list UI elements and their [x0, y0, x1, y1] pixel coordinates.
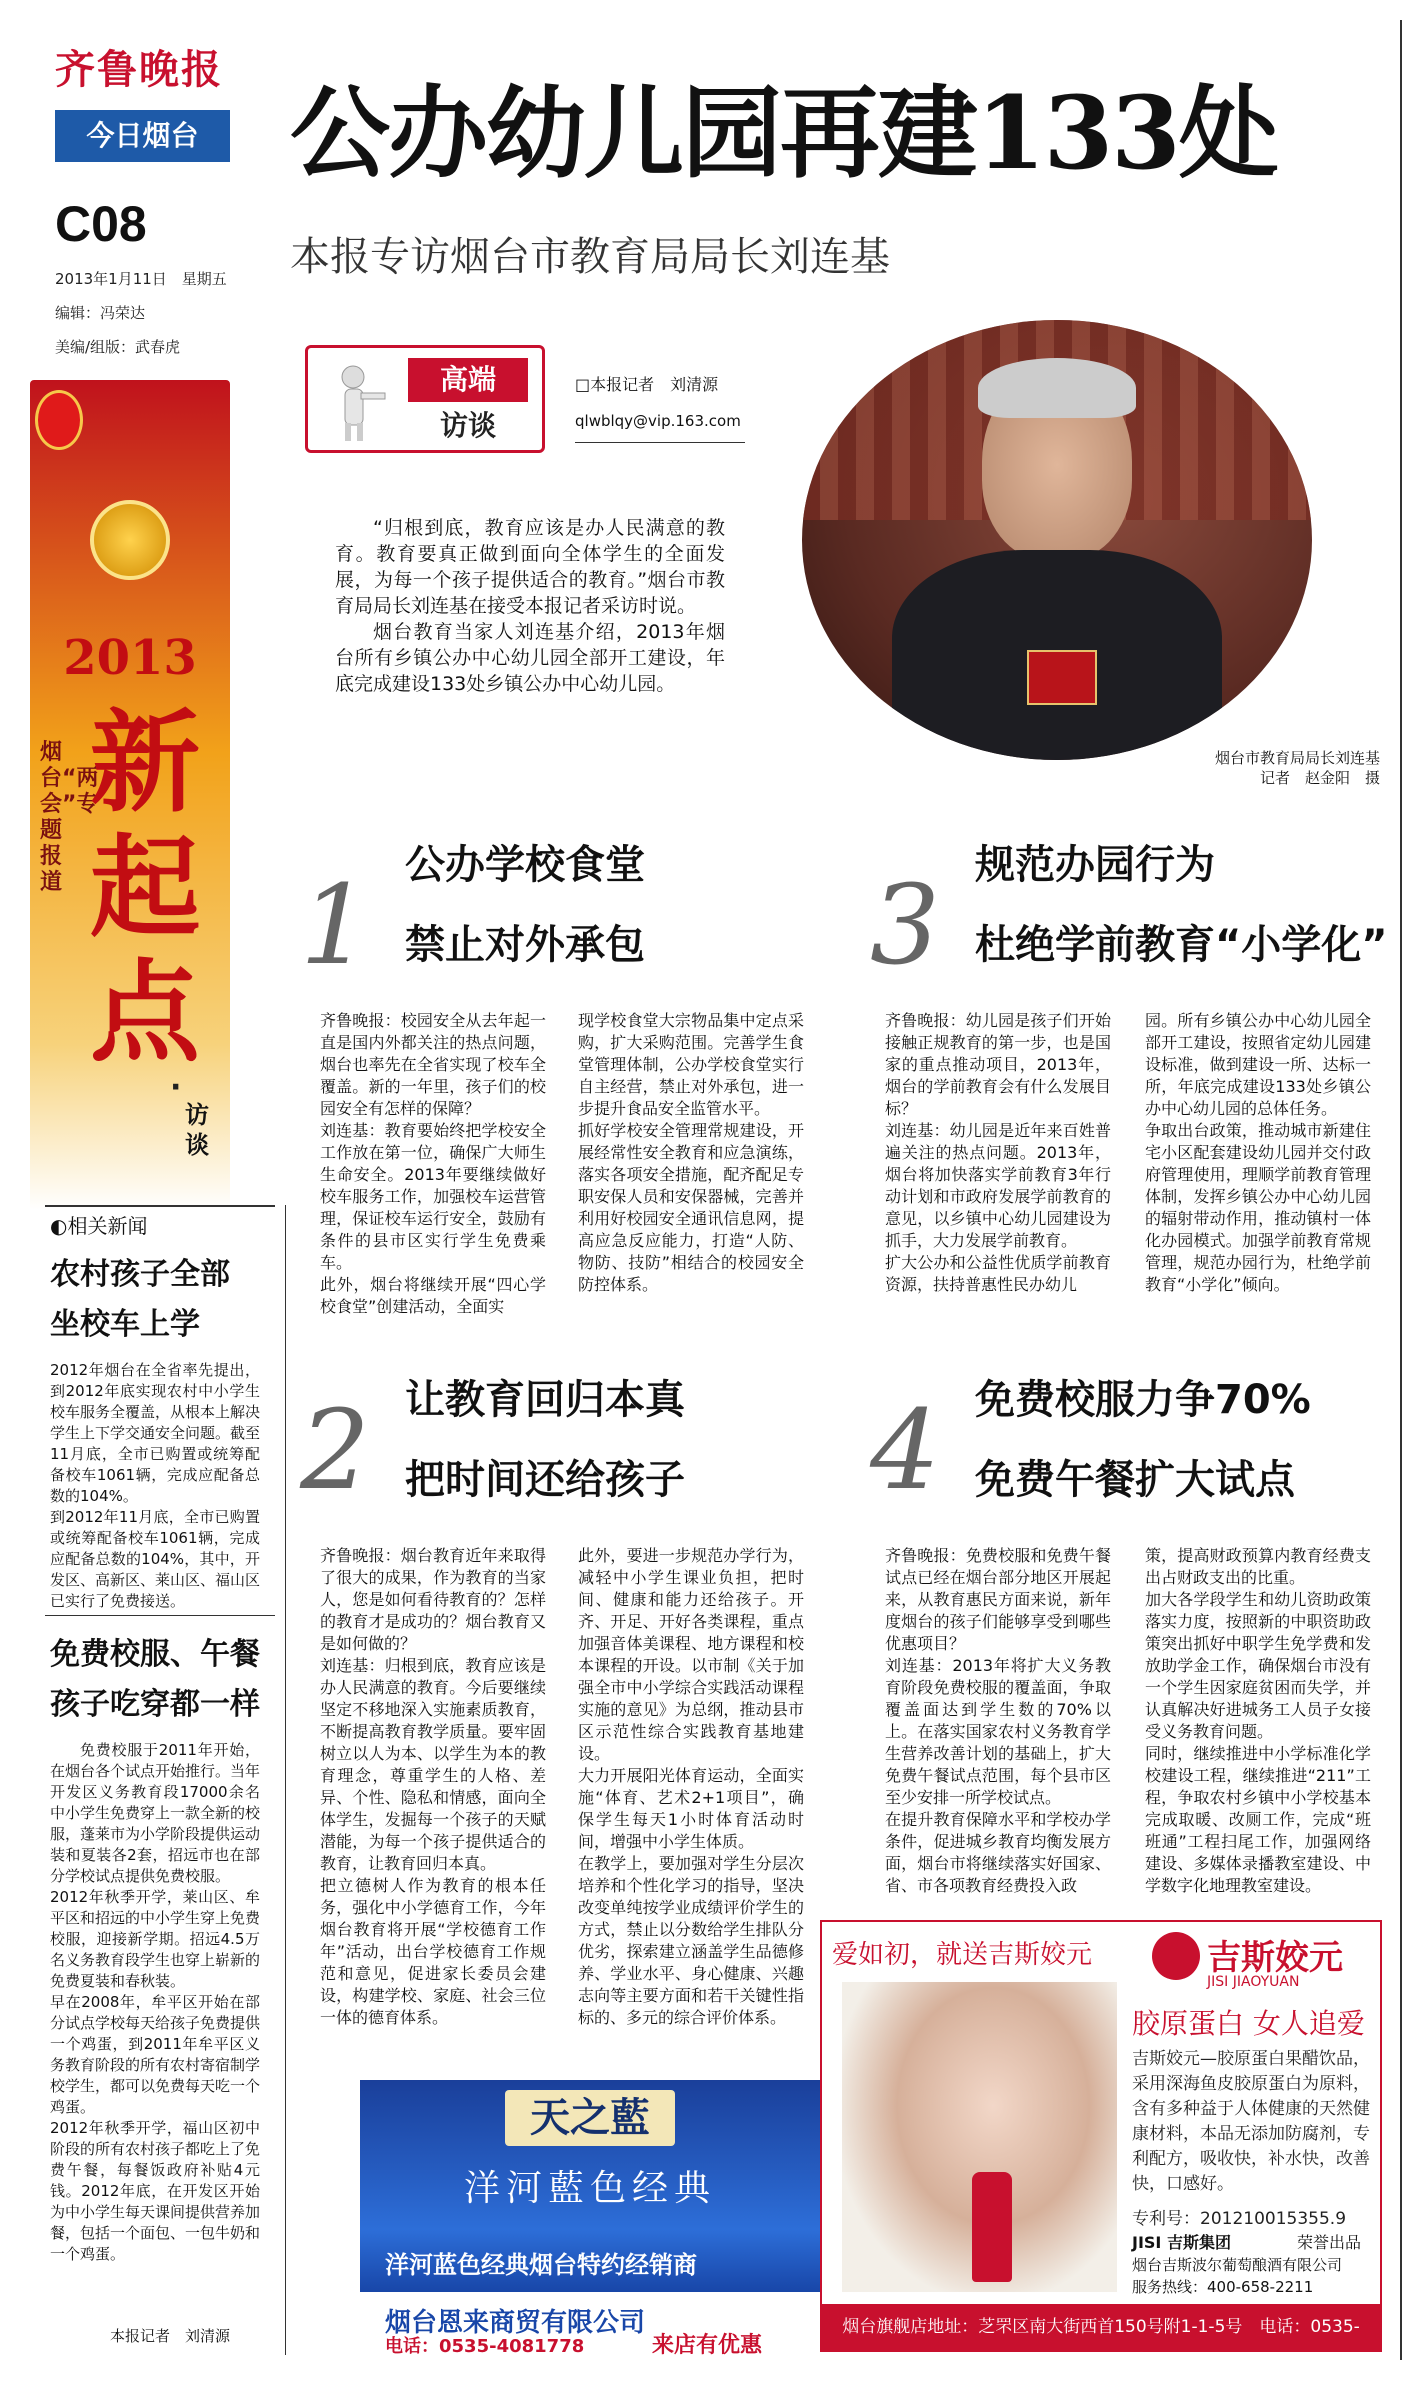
ad1-line: 洋河蓝色经典烟台特约经销商 [385, 2251, 697, 2279]
ad2-patent: 专利号：201210015355.9 [1132, 2209, 1347, 2229]
figure-icon [333, 363, 388, 443]
section-1-col1: 齐鲁晚报：校园安全从去年起一直是国内外都关注的热点问题，烟台也率先在全省实现了校车全覆盖。新的一年里，孩子们的校园安全有怎样的保障？ 刘连基：教育要始终把学校安全工作放在第一位，确保广大师生生命安全。2013年要继续做好校车服务工作，加强校车运营管理，保证校车运行安全，鼓励有条件的县市区实行学生免费乘车。 此外，烟台将继续开展“四心学校食堂”创建活动，全面实 [320, 1011, 546, 1316]
ad-jisi[interactable] [820, 1920, 1382, 2383]
section-3-head: 规范办园行为 杜绝学前教育“小学化” [975, 842, 1388, 968]
interview-badge [305, 345, 545, 453]
ad2-hotline: 服务热线：400-658-2211 [1132, 2278, 1314, 2296]
lantern-icon [35, 390, 83, 450]
banner-dot: · [170, 1070, 182, 1105]
badge-line1: 高端 [408, 358, 528, 402]
ad1-promo: 来店有优惠 [652, 2333, 763, 2358]
logo-icon [1152, 1932, 1200, 1980]
section-3-col2: 园。所有乡镇公办中心幼儿园全部开工建设，按照省定幼儿园建设标准，做到建设一所、达标一所，年底完成建设133处乡镇公办中心幼儿园的总体任务。 争取出台政策，推动城市新建住宅小区配套建设幼儿园并交付政府管理使用，理顺学前教育管理体制，发挥乡镇公办中心幼儿园的辐射带动作用，推动镇村一体化办园模式。加强学前教育常规管理，规范办园行为，杜绝学前教育“小学化”倾向。 [1145, 1011, 1371, 1294]
sidebar-body-1: 2012年烟台在全省率先提出，到2012年底实现农村中小学生校车服务全覆盖，从根本上解决学生上下学交通安全问题。截至11月底，全市已购置或统筹配备校车1061辆，完成应配备总数的104%。 到2012年11月底，全市已购置或统筹配备校车1061辆，完成应配备总数的104%，其中，开发区、高新区、莱山区、福山区已实行了免费接送。 [50, 1361, 261, 1610]
sidebar-byline: 本报记者 刘清源 [110, 2327, 231, 2345]
intro [335, 515, 725, 697]
designer: 美编/组版：武春虎 [55, 338, 181, 356]
section-1-number: 1 [300, 861, 370, 989]
sidebar-title-1: 农村孩子全部 坐校车上学 [50, 1257, 230, 1342]
hair [978, 358, 1136, 418]
ad1-company: 烟台恩来商贸有限公司 [385, 2308, 646, 2338]
email: qlwblqy@vip.163.com [575, 412, 741, 430]
intro-p1: “归根到底，教育应该是办人民满意的教育。教育要真正做到面向全体学生的全面发展，为每一个孩子提供适合的教育。”烟台市教育局局长刘连基在接受本报记者采访时说。 [335, 517, 725, 617]
sidebar-title-2: 免费校服、午餐 孩子吃穿都一样 [50, 1637, 260, 1722]
headline: 公办幼儿园再建133处 [290, 74, 1277, 192]
caption-line2: 记者 赵金阳 摄 [1259, 769, 1380, 787]
section-3-col1: 齐鲁晚报：幼儿园是孩子们开始接触正规教育的第一步，也是国家的重点推动项目，2013年，烟台的学前教育会有什么发展目标？ 刘连基：幼儿园是近年来百姓普遍关注的热点问题。2013年，烟台将加快落实学前教育3年行动计划和市政府发展学前教育的意见，以乡镇中心幼儿园建设为抓手，大力发展学前教育。 扩大公办和公益性优质学前教育资源，扶持普惠性民办幼儿 [885, 1011, 1111, 1294]
portrait-photo [802, 320, 1312, 760]
intro-p2: 烟台教育当家人刘连基介绍，2013年烟台所有乡镇公办中心幼儿园全部开工建设，年底完成建设133处乡镇公办中心幼儿园。 [335, 621, 725, 695]
ad2-footer: 烟台旗舰店地址：芝罘区南大街西首150号附1-1-5号 电话：0535-6694999 [822, 2304, 1380, 2350]
ad1-brand: 天之藍 [505, 2090, 675, 2146]
section-4-head: 免费校服力争70% 免费午餐扩大试点 [975, 1377, 1311, 1503]
date: 2013年1月11日 星期五 [55, 270, 227, 288]
caption-line1: 烟台市教育局局长刘连基 [1214, 749, 1380, 767]
ad2-slogan: 爱如初，就送吉斯姣元 [832, 1940, 1093, 1970]
ad2-tag: 胶原蛋白 女人追爱 [1132, 2007, 1365, 2040]
section-1-head: 公办学校食堂 禁止对外承包 [405, 842, 645, 968]
badge [1027, 650, 1097, 705]
sidebar-body-2: 免费校服于2011年开始，在烟台各个试点开始推行。当年开发区义务教育段17000余名中小学生免费穿上一款全新的校服，蓬莱市为小学阶段提供运动装和夏装各2套，招远市也在部分学校试点提供免费校服。 2012年秋季开学，莱山区、牟平区和招远的中小学生穿上免费校服，迎接新学期。招远4.5万名义务教育段学生也穿上崭新的免费夏装和春秋装。 早在2008年，牟平区开始在部分试点学校每天给孩子免费提供一个鸡蛋，到2011年牟平区义务教育阶段的所有农村寄宿制学校学生，都可以免费每天吃一个鸡蛋。 2012年秋季开学，福山区初中阶段的所有农村孩子都吃上了免费午餐，每餐饭政府补贴4元钱。2012年底，在开发区开始为中小学生每天课间提供营养加餐，包括一个面包、一包牛奶和一个鸡蛋。 [50, 1741, 261, 2263]
subheadline: 本报专访烟台市教育局局长刘连基 [290, 234, 890, 280]
photo-caption [1200, 748, 1380, 788]
banner-year: 2013 [63, 630, 197, 686]
ad-tianzhilan[interactable] [360, 2080, 822, 2358]
related-news-label: ◐相关新闻 [50, 1214, 148, 1238]
byline: □本报记者 刘清源 [575, 375, 719, 394]
page-number: C08 [55, 196, 147, 252]
ad1-slogan: 洋河藍色经典 [463, 2168, 716, 2209]
banner-side: 烟台“两会”专题报道 [40, 740, 99, 895]
ad2-brand: 吉斯姣元 [1207, 1938, 1343, 1978]
badge-line2: 访谈 [439, 409, 496, 442]
emblem-icon [90, 500, 170, 580]
section-4-number: 4 [870, 1386, 940, 1514]
masthead: 齐鲁晚报 [55, 46, 223, 93]
section-tag: 今日烟台 [55, 110, 230, 162]
banner-big: 新起点 [90, 698, 200, 1077]
section-2-col1: 齐鲁晚报：烟台教育近年来取得了很大的成果，作为教育的当家人，您是如何看待教育的？怎样的教育才是成功的？烟台教育又是如何做的？ 刘连基：归根到底，教育应该是办人民满意的教育。今后要继续坚定不移地深入实施素质教育，不断提高教育教学质量。要牢固树立以人为本、以学生为本的教育理念，尊重学生的人格、差异、个性、隐私和情感，面向全体学生，发掘每一个孩子的天赋潜能，为每一个孩子提供适合的教育，让教育回归本真。 把立德树人作为教育的根本任务，强化中小学德育工作，今年烟台教育将开展“学校德育工作年”活动，出台学校德育工作规范和意见，促进家长委员会建设，构建学校、家庭、社会三位一体的德育体系。 [320, 1546, 546, 2027]
bottle-icon [972, 2172, 1012, 2282]
section-3-number: 3 [870, 861, 940, 989]
ad2-desc: 吉斯姣元—胶原蛋白果醋饮品，采用深海鱼皮胶原蛋白为原料，含有多种益于人体健康的天然健康材料，本品无添加防腐剂，专利配方，吸收快，补水快，改善快，口感好。 [1132, 2049, 1370, 2194]
section-1-col2: 现学校食堂大宗物品集中定点采购，扩大采购范围。完善学生食堂管理体制，公办学校食堂实行自主经营，禁止对外承包，进一步提升食品安全监管水平。 抓好学校安全管理常规建设，开展经常性安全教育和应急演练，落实各项安全措施，配齐配足专职安保人员和安保器械，完善并利用好校园安全通讯信息网，提高应急反应能力，打造“人防、物防、技防”相结合的校园安全防控体系。 [578, 1011, 804, 1294]
section-2-head: 让教育回归本真 把时间还给孩子 [405, 1377, 685, 1503]
ad2-made: 荣誉出品 [1297, 2233, 1362, 2252]
ad1-phone: 电话：0535-4081778 [385, 2336, 585, 2357]
section-4-col2: 策，提高财政预算内教育经费支出占财政支出的比重。 加大各学段学生和幼儿资助政策落实力度，按照新的中职资助政策突出抓好中职学生免学费和发放助学金工作，确保烟台市没有一个学生因家庭贫困而失学，并认真解决好进城务工人员子女接受义务教育问题。 同时，继续推进中小学标准化学校建设工程，继续推进“211”工程，争取农村乡镇中小学校基本完成取暖、改厕工作，完成“班班通”工程扫尾工作，加强网络建设、多媒体录播教室建设、中学数字化地理教室建设。 [1145, 1546, 1371, 1895]
section-4-col1: 齐鲁晚报：免费校服和免费午餐试点已经在烟台部分地区开展起来，从教育惠民方面来说，新年度烟台的孩子们能够享受到哪些优惠项目？ 刘连基：2013年将扩大义务教育阶段免费校服的覆盖面，争取覆盖面达到学生数的70%以上。在落实国家农村义务教育学生营养改善计划的基础上，扩大免费午餐试点范围，每个县市区至少安排一所学校试点。 在提升教育保障水平和学校办学条件，促进城乡教育均衡发展方面，烟台市将继续落实好国家、省、市各项教育经费投入政 [885, 1546, 1111, 1895]
section-2-col2: 此外，要进一步规范办学行为，减轻中小学生课业负担，把时间、健康和能力还给孩子。开齐、开足、开好各类课程，重点加强音体美课程、地方课程和校本课程的开设。以市制《关于加强全市中小学综合实践活动课程实施的意见》为总纲，推动县市区示范性综合实践教育基地建设。 大力开展阳光体育运动，全面实施“体育、艺术2+1项目”，确保学生每天1小时体育活动时间，增强中小学生体质。 在教学上，要加强对学生分层次培养和个性化学习的指导，坚决改变单纯按学业成绩评价学生的方式，禁止以分数给学生排队分优劣，探索建立涵盖学生品德修养、学业水平、身心健康、兴趣志向等主要方面和若干关键性指标的、多元的综合评价体系。 [578, 1546, 804, 2027]
banner-foot: 访谈 [185, 1101, 209, 1159]
ad2-group: JISI 吉斯集团 [1132, 2233, 1231, 2252]
banner-2013 [30, 380, 230, 1210]
editor: 编辑：冯荣达 [55, 304, 146, 322]
ad2-company: 烟台吉斯波尔葡萄酿酒有限公司 [1132, 2256, 1343, 2274]
section-2-number: 2 [300, 1386, 370, 1514]
ad2-pinyin: JISI JIAOYUAN [1207, 1974, 1300, 1990]
